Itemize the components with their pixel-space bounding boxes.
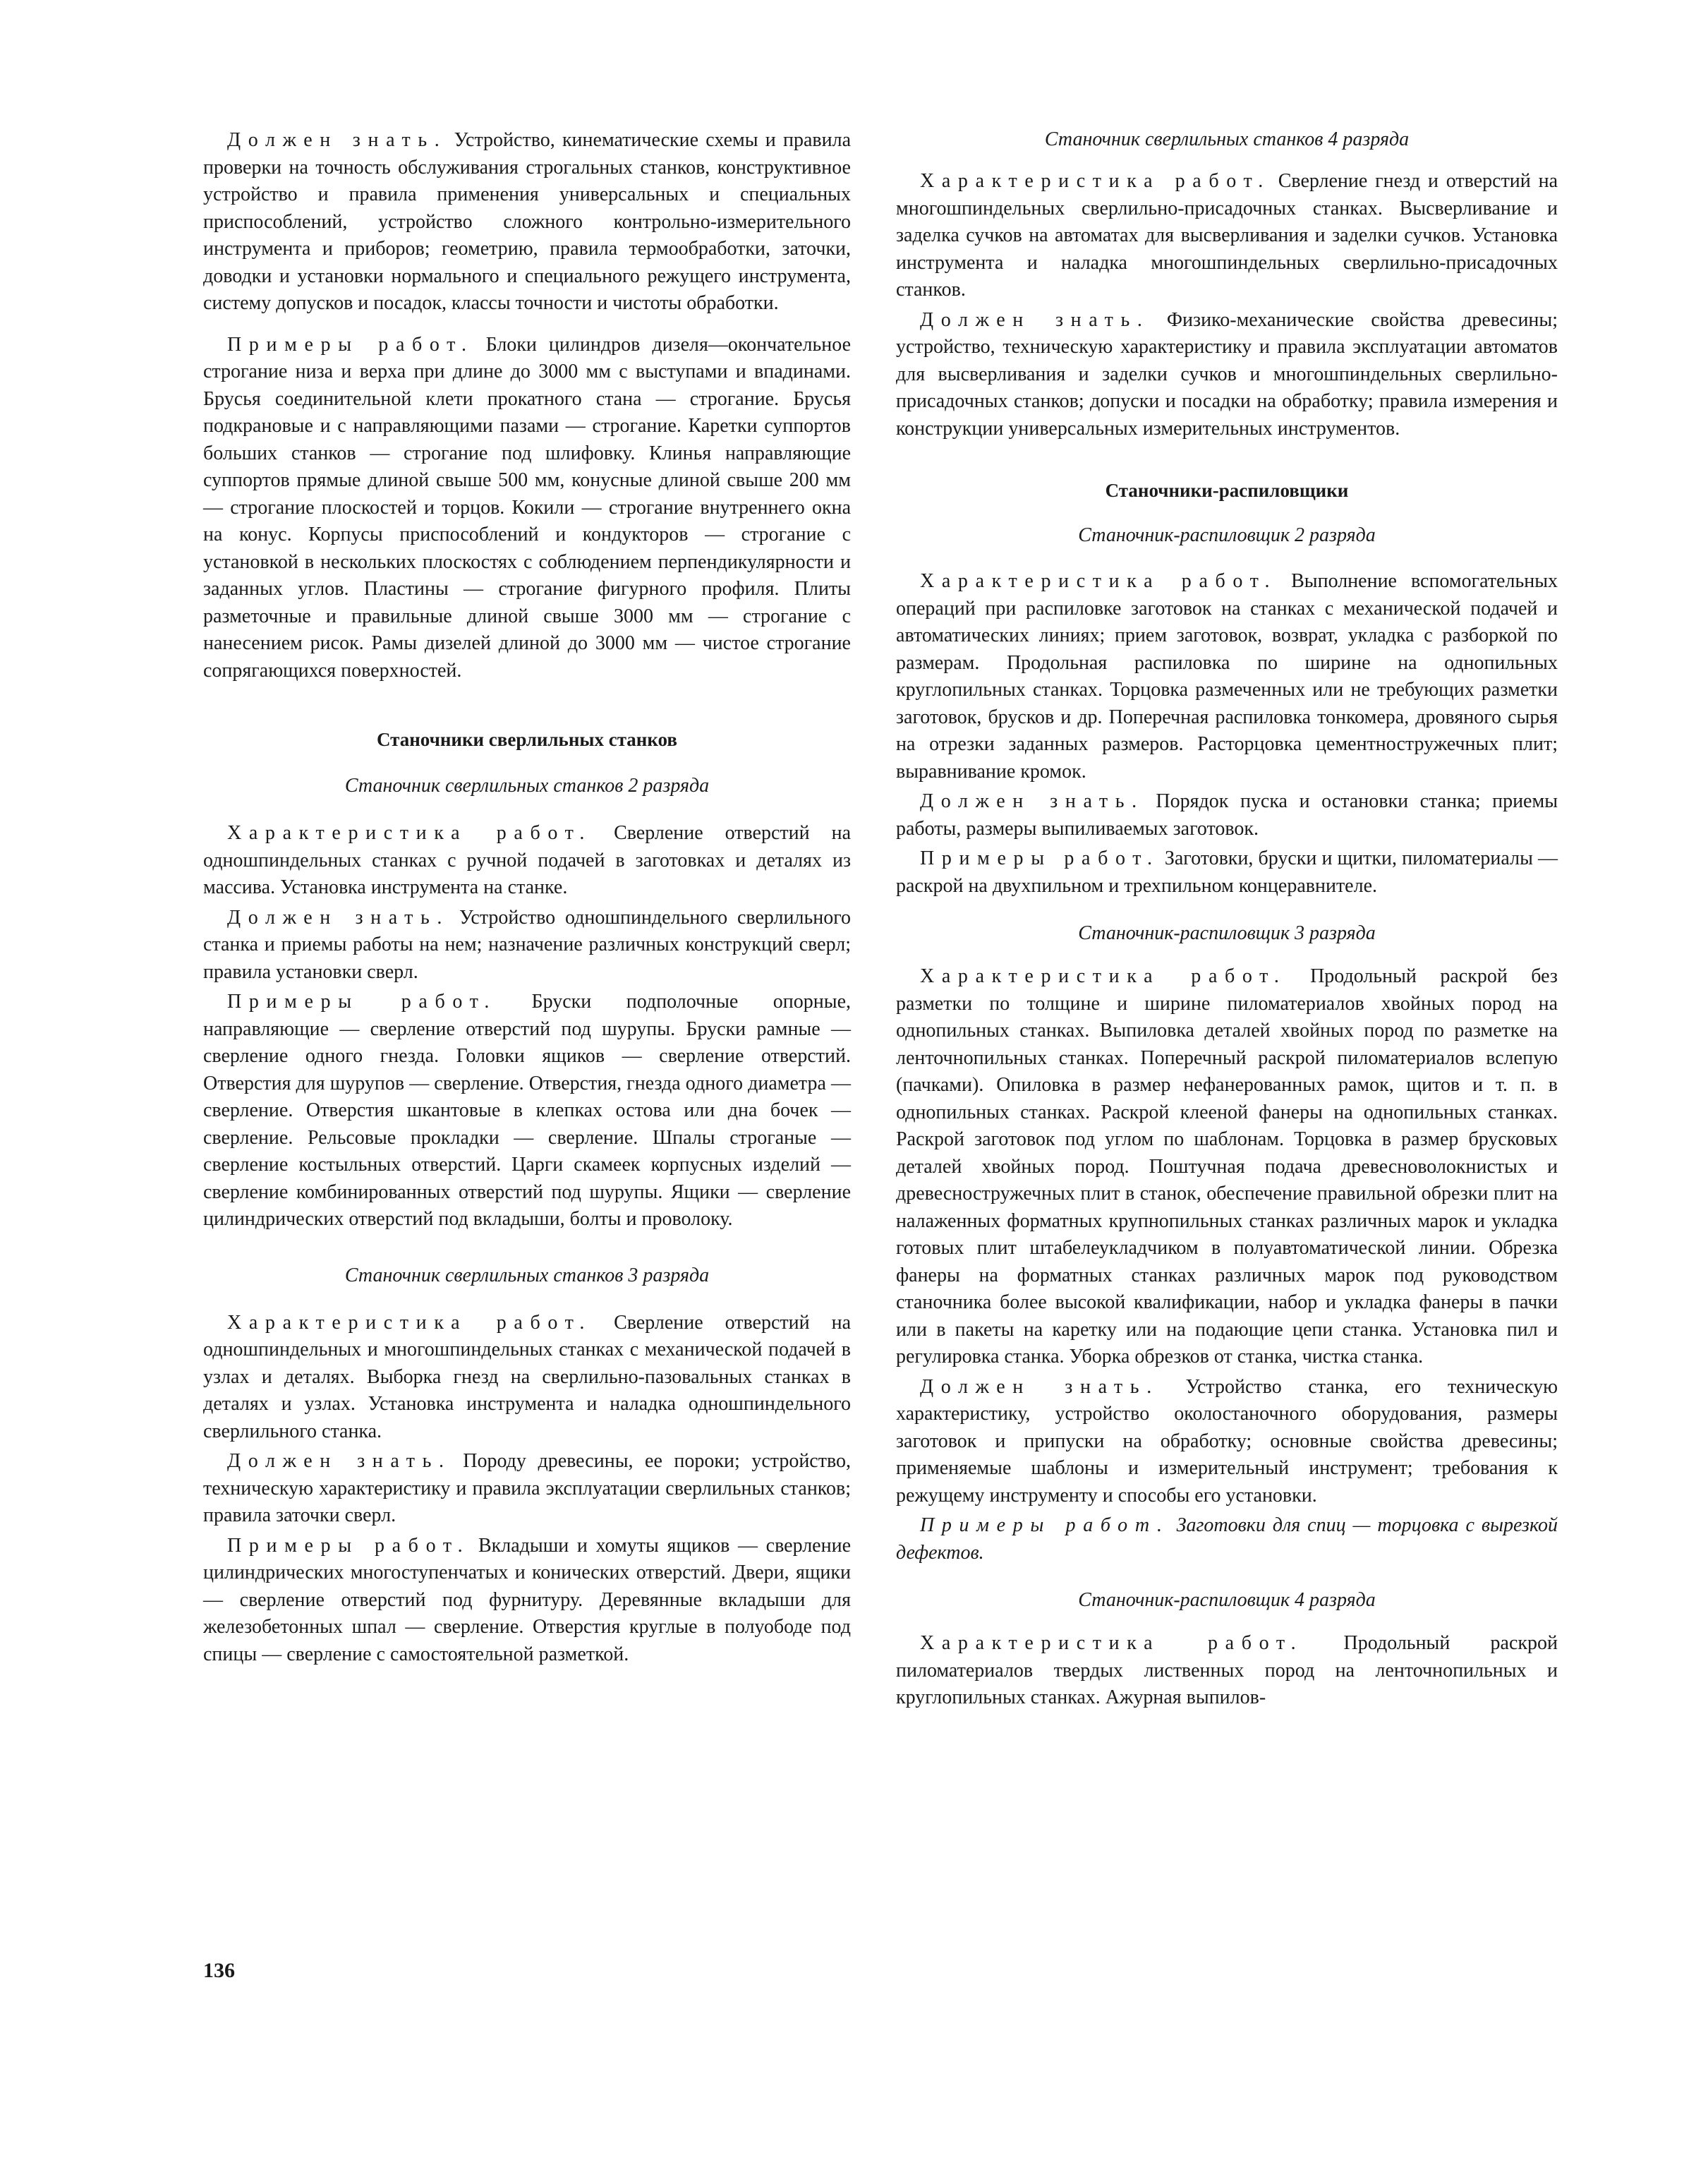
paragraph-characteristics [203, 820, 851, 902]
paragraph-text: Физико-механические свойства древесины; устройство, техническую характеристику и правила эксплуатации автоматов для высверливания и заделки сучков и многошпиндельных сверлильно-присадочных станков; допуски и посадки на обработку; правила измерения и конструкции универсальных измерительных инструментов. [896, 308, 1558, 440]
paragraph-must-know [896, 1374, 1558, 1510]
subsection-title: Станочник сверлильных станков 3 разряда [344, 1264, 710, 1286]
lead-label: Характеристика работ. [920, 570, 1278, 592]
paragraph-examples [203, 989, 851, 1233]
section-title: Станочники-распиловщики [1105, 480, 1349, 501]
lead-label: Примеры работ. [920, 1514, 1170, 1536]
paragraph-must-know [203, 1448, 851, 1530]
paragraph-text: Блоки цилиндров дизеля—окончательное строгание низа и верха при длине до 3000 мм с выступами и впадинами. Брусья соединительной клети прокатного стана — строгание. Брусья подкрановые и с направляющими пазами — строгание. Каретки суппортов больших станков — строгание под шлифовку. Клинья направляющие суппортов прямые длиной свыше 500 мм, конусные длиной свыше 200 мм — строгание плоскостей и торцов. Кокили — строгание внутреннего окна на конус. Корпусы приспособлений и кондукторов — строгание с установкой в нескольких плоскостях с соблюдением перпендикулярности и заданных углов. Пластины — строгание фигурного профиля. Плиты разметочные и правильные длиной свыше 3000 мм — строгание с нанесением рисок. Рамы дизелей длиной до 3000 мм — чистое строгание сопрягающихся поверхностей. [203, 333, 852, 682]
paragraph-text: Породу древесины, ее пороки; устройство, техническую характеристику и правила эксплуатации сверлильных станков; правила заточки сверл. [203, 1450, 852, 1526]
lead-label: Характеристика работ. [227, 822, 593, 844]
subsection-title: Станочник-распиловщик 2 разряда [1078, 524, 1376, 546]
subsection-title: Станочник сверлильных станков 4 разряда [1044, 128, 1410, 150]
paragraph-text: Устройство, кинематические схемы и правила проверки на точность обслуживания строгальных станков, конструктивное устройство и правила применения универсальных и специальных приспособлений, устройство сложного контрольно-измерительного инструмента и приборов; геометрию, правила термообработки, заточки, доводки и установки нормального и специального режущего инструмента, систему допусков и посадок, классы точности и чистоты обработки. [203, 129, 851, 314]
paragraph-text: Заготовки, бруски и щитки, пиломатериалы — раскрой на двухпильном и трехпильном концеравнителе. [896, 847, 1558, 897]
lead-label: Характеристика работ. [920, 170, 1271, 192]
paragraph-text: Устройство одношпиндельного сверлильного станка и приемы работы на нем; назначение различных конструкций сверл; правила установки сверл. [203, 906, 852, 983]
paragraph-text: Устройство станка, его техническую характеристику, устройство околостаночного оборудования, размеры заготовок и припуски на обработку; основные свойства древесины; применяемые шаблоны и измерительный инструмент; требования к режущему инструменту и способы его установки. [896, 1375, 1558, 1507]
paragraph-examples [896, 845, 1558, 900]
paragraph-characteristics [896, 568, 1558, 785]
paragraph-text: Выполнение вспомогательных операций при распиловке заготовок на станках с механической подачей и автоматических линиях; прием заготовок, возврат, укладка с разборкой по размерам. Продольная распиловка по ширине на однопильных круглопильных станках. Торцовка размеченных или не требующих разметки заготовок, брусков и др. Поперечная распиловка тонкомера, дровяного сырья на отрезки заданных размеров. Расторцовка цементностружечных плит; выравнивание кромок. [896, 570, 1558, 783]
paragraph-text: Бруски подполочные опорные, направляющие — сверление отверстий под шурупы. Бруски рамные — сверление одного гнезда. Головки ящиков — сверление отверстий. Отверстия для шурупов — сверление. Отверстия, гнезда одного диаметра — сверление. Отверстия шкантовые в клепках остова или дна бочек — сверление. Рельсовые прокладки — сверление. Шпалы строганые — сверление костыльных отверстий. Царги скамеек корпусных изделий — сверление комбинированных отверстий под шурупы. Ящики — сверление цилиндрических отверстий под вкладыши, болты и проволоку. [203, 991, 852, 1230]
page-number: 136 [203, 1959, 235, 1982]
paragraph-text: Продольный раскрой пиломатериалов твердых лиственных пород на ленточнопильных и круглопильных станках. Ажурная выпилов- [896, 1632, 1558, 1708]
paragraph-must-know [896, 307, 1558, 443]
lead-label: Должен знать. [227, 1450, 452, 1472]
paragraph-text: Продольный раскрой без разметки по толщине и ширине пиломатериалов хвойных пород на однопильных станках. Выпиловка деталей хвойных пород по разметке на ленточнопильных станках. Поперечный раскрой пиломатериалов вслепую (пачками). Опиловка в размер нефанерованных рамок, щитов и т. п. в однопильных станках. Раскрой клееной фанеры на однопильных станках. Раскрой заготовок под углом по шаблонам. Торцовка в размер брусковых деталей хвойных пород. Поштучная подача древесноволокнистых и древесностружечных плит в станок, обеспечение правильной обрезки плит на налаженных форматных крупнопильных станках различных марок и укладка готовых плит штабелеукладчиком в полуавтоматической линии. Обрезка фанеры на форматных станках различных марок под руководством станочника более высокой квалификации, набор и укладка фанеры в пачки или в пакеты на каретку или на подающие цепи станка. Установка пил и регулировка станка. Уборка обрезков от станка, чистка станка. [896, 965, 1558, 1368]
lead-label: Должен знать. [227, 906, 450, 929]
subsection-title: Станочник-распиловщик 4 разряда [1078, 1589, 1376, 1611]
right-column [896, 127, 1558, 1712]
paragraph-examples [203, 1533, 851, 1669]
subsection-title: Станочник-распиловщик 3 разряда [1078, 922, 1376, 944]
paragraph-text: Сверление отверстий на одношпиндельных станках с ручной подачей в заготовках и деталях из массива. Установка инструмента на станке. [203, 822, 852, 898]
lead-label: Характеристика работ. [920, 965, 1287, 987]
lead-label: Примеры работ. [227, 991, 497, 1013]
paragraph-characteristics [896, 168, 1558, 304]
paragraph-text: Порядок пуска и остановки станка; приемы работы, размеры выпиливаемых заготовок. [896, 790, 1558, 840]
paragraph-examples [203, 332, 851, 685]
lead-label: Характеристика работ. [920, 1632, 1304, 1654]
lead-label: Примеры работ. [227, 1534, 471, 1557]
section-title: Станочники сверлильных станков [377, 729, 677, 750]
paragraph-text: Вкладыши и хомуты ящиков — сверление цилиндрических многоступенчатых и конических отверстий. Двери, ящики — сверление отверстий под фурнитуру. Деревянные вкладыши для железобетонных шпал — сверление. Отверстия круглые в полуободе под спицы — сверление с самостоятельной разметкой. [203, 1534, 852, 1665]
lead-label: Примеры работ. [227, 333, 474, 356]
paragraph-must-know [896, 788, 1558, 843]
lead-label: Должен знать. [920, 308, 1150, 331]
subsection-title: Станочник сверлильных станков 2 разряда [344, 775, 710, 797]
paragraph-characteristics [203, 1310, 851, 1446]
paragraph-characteristics [896, 1630, 1558, 1712]
lead-label: Должен знать. [920, 1375, 1159, 1398]
lead-label: Должен знать. [920, 790, 1144, 812]
left-column [203, 127, 851, 1668]
lead-label: Примеры работ. [920, 847, 1160, 869]
lead-label: Должен знать. [227, 129, 447, 151]
paragraph-examples [896, 1512, 1558, 1567]
lead-label: Характеристика работ. [227, 1311, 593, 1334]
paragraph-must-know [203, 127, 851, 318]
paragraph-text: Сверление отверстий на одношпиндельных и многошпиндельных станках с механической подачей в узлах и деталях. Выборка гнезд на сверлильно-пазовальных станках в деталях и узлах. Установка инструмента и наладка одношпиндельного сверлильного станка. [203, 1311, 852, 1442]
paragraph-must-know [203, 905, 851, 986]
paragraph-text: Заготовки для спиц — торцовка с вырезкой дефектов. [896, 1514, 1558, 1564]
paragraph-characteristics [896, 963, 1558, 1371]
paragraph-text: Сверление гнезд и отверстий на многошпиндельных сверлильно-присадочных станках. Высверливание и заделка сучков на автоматах для высверливания и заделки сучков. Установка инструмента и наладка многошпиндельных сверлильно-присадочных станков. [896, 170, 1558, 301]
